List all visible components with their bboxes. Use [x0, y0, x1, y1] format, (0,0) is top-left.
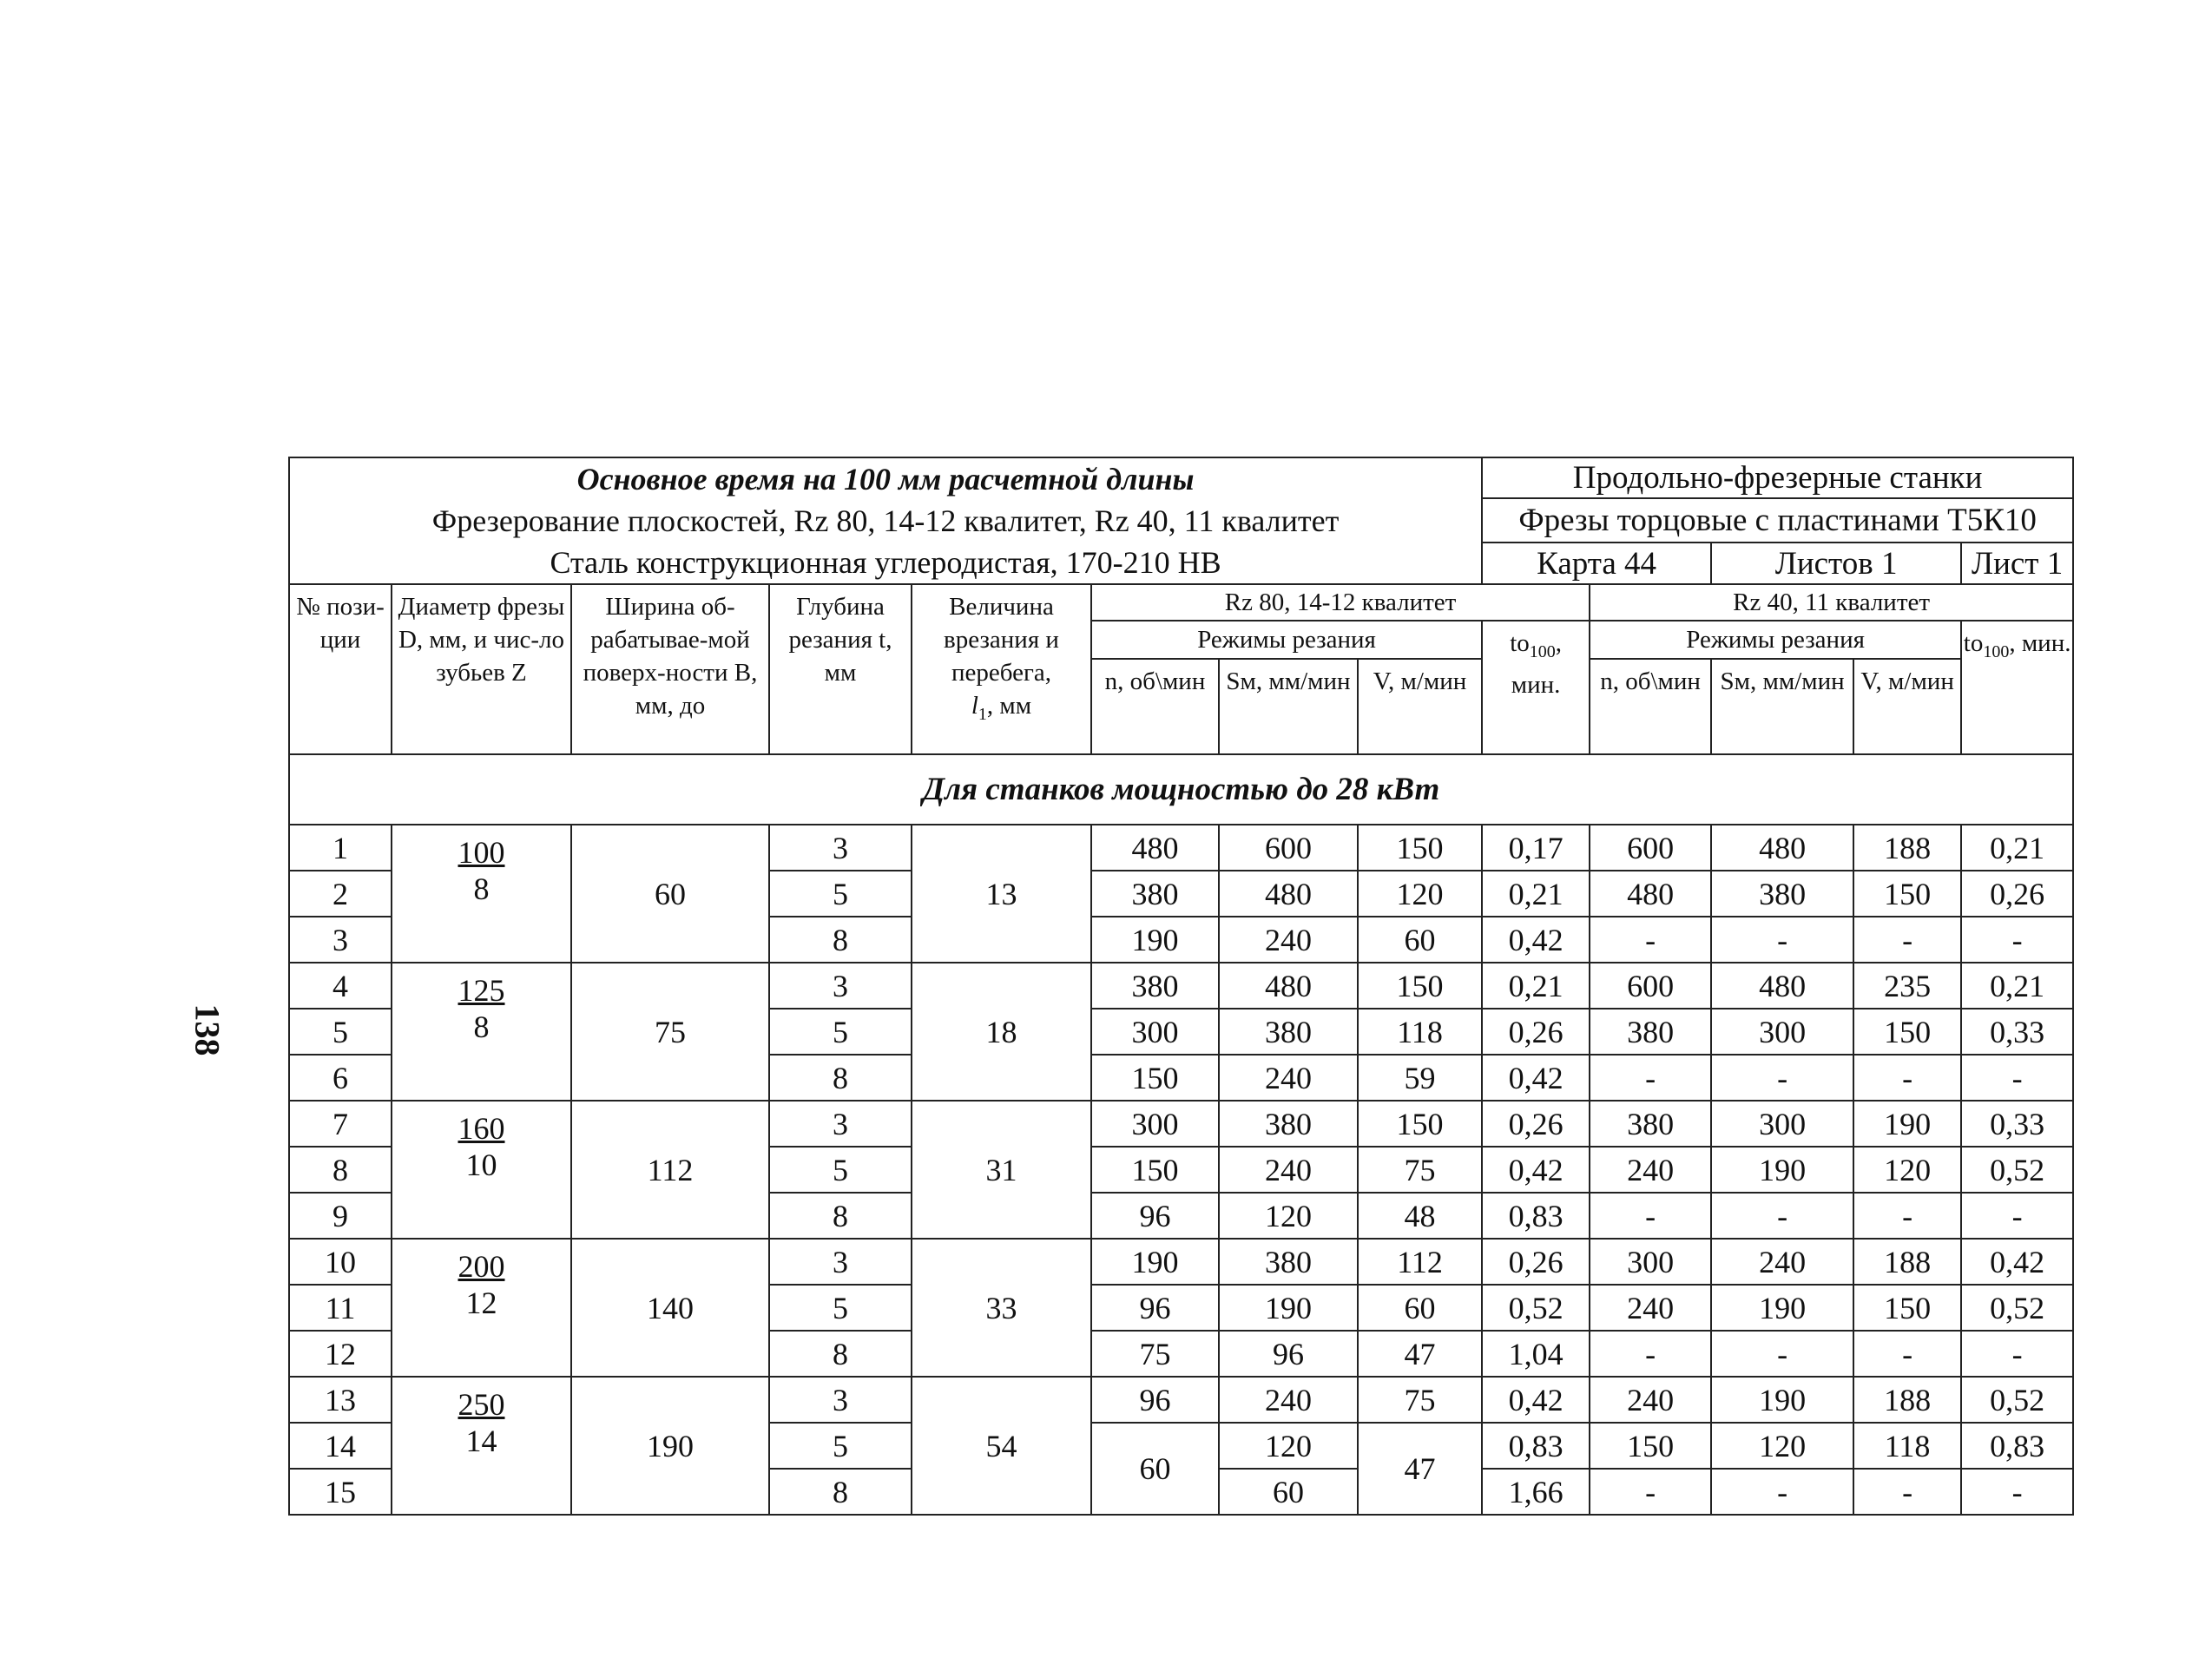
- cell-sm-rz40: 300: [1711, 1009, 1853, 1055]
- cell-overrun: 31: [912, 1101, 1091, 1239]
- cell-width: 190: [571, 1377, 769, 1515]
- cell-n-rz40: -: [1590, 1469, 1711, 1515]
- group-header-rz80: Rz 80, 14-12 квалитет: [1091, 584, 1590, 621]
- diameter-value: 100: [458, 835, 505, 870]
- col-header-overrun: Величина врезания и перебега, $l_1$, мм: [912, 584, 1091, 754]
- cell-overrun: 33: [912, 1239, 1091, 1377]
- teeth-count-value: 10: [465, 1148, 497, 1182]
- cell-v-rz80: 112: [1358, 1239, 1482, 1285]
- cell-to-rz80: 0,42: [1482, 917, 1590, 963]
- cell-n-rz80: 96: [1091, 1193, 1219, 1239]
- table-title: Основное время на 100 мм расчетной длины: [576, 462, 1195, 497]
- cell-position: 1: [289, 825, 392, 871]
- cell-sm-rz40: 240: [1711, 1239, 1853, 1285]
- col-header-width: Ширина об-рабатывае-мой поверх-ности В, мм, до: [571, 584, 769, 754]
- cell-v-rz80: 150: [1358, 1101, 1482, 1147]
- table-row: [289, 825, 2073, 871]
- cell-to-rz40: -: [1961, 1193, 2073, 1239]
- cell-n-rz40: -: [1590, 1331, 1711, 1377]
- cell-v-rz40: -: [1853, 1055, 1961, 1101]
- cell-v-rz40: -: [1853, 1331, 1961, 1377]
- cell-position: 12: [289, 1331, 392, 1377]
- diameter-value: 125: [458, 973, 505, 1008]
- cell-sm-rz40: 300: [1711, 1101, 1853, 1147]
- cell-to-rz80: 0,52: [1482, 1285, 1590, 1331]
- cell-to-rz40: 0,33: [1961, 1101, 2073, 1147]
- cell-v-rz40: 188: [1853, 1239, 1961, 1285]
- teeth-count-value: 14: [465, 1424, 497, 1458]
- teeth-count-value: 8: [473, 1009, 490, 1044]
- cell-to-rz80: 1,04: [1482, 1331, 1590, 1377]
- cell-to-rz80: 0,21: [1482, 963, 1590, 1009]
- cell-depth: 5: [769, 1009, 912, 1055]
- cell-to-rz40: 0,52: [1961, 1285, 2073, 1331]
- cell-sm-rz80: 120: [1219, 1423, 1358, 1469]
- cell-to-rz40: -: [1961, 1331, 2073, 1377]
- cell-sm-rz80: 240: [1219, 1055, 1358, 1101]
- cell-to-rz80: 1,66: [1482, 1469, 1590, 1515]
- cell-depth: 8: [769, 1055, 912, 1101]
- table-row: [289, 1239, 2073, 1285]
- col-header-to-rz40: $to_{100}$, мин.: [1961, 621, 2073, 754]
- sheet-number: Лист 1: [1961, 543, 2073, 584]
- table-row: [289, 963, 2073, 1009]
- cell-v-rz40: 235: [1853, 963, 1961, 1009]
- table-title-block: [289, 457, 1482, 584]
- cell-diameter-teeth: [392, 825, 571, 963]
- cell-v-rz40: 118: [1853, 1423, 1961, 1469]
- cell-width: 112: [571, 1101, 769, 1239]
- cell-to-rz40: 0,21: [1961, 825, 2073, 871]
- material-spec: Сталь конструкционная углеродистая, 170-210 НВ: [550, 545, 1221, 580]
- col-header-v-rz80: V, м/мин: [1358, 659, 1482, 754]
- cell-to-rz40: 0,21: [1961, 963, 2073, 1009]
- diameter-value: 160: [458, 1111, 505, 1146]
- cell-v-rz80: 59: [1358, 1055, 1482, 1101]
- cell-to-rz80: 0,26: [1482, 1101, 1590, 1147]
- cell-depth: 3: [769, 1377, 912, 1423]
- col-header-sm-rz40: Sм, мм/мин: [1711, 659, 1853, 754]
- diameter-value: 250: [458, 1387, 505, 1422]
- modes-header-rz40: Режимы резания: [1590, 621, 1961, 659]
- cell-to-rz40: -: [1961, 1055, 2073, 1101]
- cell-position: 2: [289, 871, 392, 917]
- cell-n-rz80: 300: [1091, 1101, 1219, 1147]
- cell-diameter-teeth: [392, 963, 571, 1101]
- cell-n-rz40: 240: [1590, 1285, 1711, 1331]
- cell-to-rz80: 0,21: [1482, 871, 1590, 917]
- cell-sm-rz80: 240: [1219, 1377, 1358, 1423]
- cell-sm-rz40: -: [1711, 1193, 1853, 1239]
- cell-v-rz80: 75: [1358, 1377, 1482, 1423]
- group-header-rz40: Rz 40, 11 квалитет: [1590, 584, 2073, 621]
- cell-to-rz40: 0,52: [1961, 1147, 2073, 1193]
- cell-sm-rz80: 480: [1219, 963, 1358, 1009]
- cell-n-rz40: -: [1590, 1055, 1711, 1101]
- cell-sm-rz40: -: [1711, 1331, 1853, 1377]
- cell-overrun: 54: [912, 1377, 1091, 1515]
- cell-sm-rz80: 380: [1219, 1009, 1358, 1055]
- cell-depth: 5: [769, 1147, 912, 1193]
- cell-v-rz40: 188: [1853, 825, 1961, 871]
- cell-position: 7: [289, 1101, 392, 1147]
- cell-sm-rz80: 600: [1219, 825, 1358, 871]
- cell-to-rz40: 0,52: [1961, 1377, 2073, 1423]
- cell-diameter-teeth: [392, 1377, 571, 1515]
- cell-n-rz40: -: [1590, 1193, 1711, 1239]
- cell-n-rz40: 480: [1590, 871, 1711, 917]
- cell-to-rz40: 0,83: [1961, 1423, 2073, 1469]
- cell-sm-rz40: 480: [1711, 963, 1853, 1009]
- cell-sm-rz40: 120: [1711, 1423, 1853, 1469]
- cell-to-rz40: -: [1961, 1469, 2073, 1515]
- col-header-diameter: Диаметр фрезы D, мм, и чис-ло зубьев Z: [392, 584, 571, 754]
- cell-position: 4: [289, 963, 392, 1009]
- modes-header-rz80: Режимы резания: [1091, 621, 1482, 659]
- cell-v-rz80: 60: [1358, 917, 1482, 963]
- cell-n-rz80: 380: [1091, 871, 1219, 917]
- cell-depth: 3: [769, 963, 912, 1009]
- cell-n-rz80: 380: [1091, 963, 1219, 1009]
- cell-to-rz80: 0,26: [1482, 1239, 1590, 1285]
- cell-v-rz80: 150: [1358, 963, 1482, 1009]
- col-header-position: № пози-ции: [289, 584, 392, 754]
- cell-n-rz80: 150: [1091, 1147, 1219, 1193]
- cell-v-rz80: 48: [1358, 1193, 1482, 1239]
- cell-n-rz40: 240: [1590, 1147, 1711, 1193]
- sheets-total: Листов 1: [1711, 543, 1961, 584]
- cell-v-rz80: 150: [1358, 825, 1482, 871]
- cell-depth: 8: [769, 1469, 912, 1515]
- cell-depth: 5: [769, 1423, 912, 1469]
- section-title: Для станков мощностью до 28 кВт: [289, 754, 2073, 825]
- cell-n-rz80: 75: [1091, 1331, 1219, 1377]
- cell-position: 6: [289, 1055, 392, 1101]
- cell-n-rz80: 190: [1091, 1239, 1219, 1285]
- col-header-depth: Глубина резания t, мм: [769, 584, 912, 754]
- cell-n-rz40: -: [1590, 917, 1711, 963]
- cell-to-rz80: 0,26: [1482, 1009, 1590, 1055]
- cell-sm-rz40: -: [1711, 917, 1853, 963]
- cell-to-rz40: 0,33: [1961, 1009, 2073, 1055]
- col-header-n-rz40: n, об\мин: [1590, 659, 1711, 754]
- col-header-sm-rz80: Sм, мм/мин: [1219, 659, 1358, 754]
- cell-n-rz40: 300: [1590, 1239, 1711, 1285]
- cell-v-rz40: -: [1853, 1193, 1961, 1239]
- cell-sm-rz40: 190: [1711, 1377, 1853, 1423]
- cell-n-rz80: 96: [1091, 1377, 1219, 1423]
- cell-position: 14: [289, 1423, 392, 1469]
- cell-to-rz40: -: [1961, 917, 2073, 963]
- cell-sm-rz40: 480: [1711, 825, 1853, 871]
- cell-to-rz80: 0,42: [1482, 1147, 1590, 1193]
- cell-v-rz80: 75: [1358, 1147, 1482, 1193]
- cell-depth: 8: [769, 917, 912, 963]
- col-header-n-rz80: n, об\мин: [1091, 659, 1219, 754]
- cutting-time-table: [288, 457, 2074, 1516]
- cell-sm-rz40: 190: [1711, 1285, 1853, 1331]
- cell-sm-rz80: 380: [1219, 1239, 1358, 1285]
- cell-sm-rz80: 190: [1219, 1285, 1358, 1331]
- cell-n-rz40: 150: [1590, 1423, 1711, 1469]
- page-number: 138: [188, 1003, 227, 1056]
- cell-to-rz80: 0,83: [1482, 1423, 1590, 1469]
- cell-n-rz80: 60: [1091, 1423, 1219, 1515]
- machine-type: Продольно-фрезерные станки: [1482, 457, 2073, 498]
- cell-position: 13: [289, 1377, 392, 1423]
- cell-position: 3: [289, 917, 392, 963]
- table-subtitle: Фрезерование плоскостей, Rz 80, 14-12 квалитет, Rz 40, 11 квалитет: [431, 503, 1340, 538]
- cell-n-rz80: 150: [1091, 1055, 1219, 1101]
- cell-sm-rz40: 190: [1711, 1147, 1853, 1193]
- cell-to-rz40: 0,42: [1961, 1239, 2073, 1285]
- cell-position: 8: [289, 1147, 392, 1193]
- cell-position: 5: [289, 1009, 392, 1055]
- cell-v-rz80: 47: [1358, 1331, 1482, 1377]
- cell-position: 9: [289, 1193, 392, 1239]
- cell-to-rz40: 0,26: [1961, 871, 2073, 917]
- cell-overrun: 13: [912, 825, 1091, 963]
- cell-overrun: 18: [912, 963, 1091, 1101]
- cell-diameter-teeth: [392, 1101, 571, 1239]
- cell-width: 60: [571, 825, 769, 963]
- cell-n-rz80: 96: [1091, 1285, 1219, 1331]
- table-row: [289, 1377, 2073, 1423]
- cell-to-rz80: 0,42: [1482, 1377, 1590, 1423]
- cell-v-rz80: 120: [1358, 871, 1482, 917]
- cell-diameter-teeth: [392, 1239, 571, 1377]
- cell-to-rz80: 0,42: [1482, 1055, 1590, 1101]
- cell-to-rz80: 0,17: [1482, 825, 1590, 871]
- col-header-to-rz80: $to_{100}$, мин.: [1482, 621, 1590, 754]
- table-row: [289, 1101, 2073, 1147]
- teeth-count-value: 12: [465, 1286, 497, 1320]
- cell-v-rz40: 150: [1853, 1009, 1961, 1055]
- cell-width: 75: [571, 963, 769, 1101]
- cell-sm-rz40: 380: [1711, 871, 1853, 917]
- cell-n-rz40: 600: [1590, 963, 1711, 1009]
- cell-depth: 8: [769, 1193, 912, 1239]
- cell-depth: 3: [769, 825, 912, 871]
- cell-depth: 8: [769, 1331, 912, 1377]
- cell-n-rz40: 600: [1590, 825, 1711, 871]
- cell-n-rz40: 380: [1590, 1101, 1711, 1147]
- cell-width: 140: [571, 1239, 769, 1377]
- cell-v-rz40: -: [1853, 917, 1961, 963]
- cell-v-rz80: 47: [1358, 1423, 1482, 1515]
- cell-v-rz40: 120: [1853, 1147, 1961, 1193]
- cell-sm-rz40: -: [1711, 1469, 1853, 1515]
- cell-n-rz40: 240: [1590, 1377, 1711, 1423]
- cell-sm-rz40: -: [1711, 1055, 1853, 1101]
- cell-v-rz40: -: [1853, 1469, 1961, 1515]
- cell-n-rz40: 380: [1590, 1009, 1711, 1055]
- cell-sm-rz80: 240: [1219, 917, 1358, 963]
- cell-to-rz80: 0,83: [1482, 1193, 1590, 1239]
- cell-depth: 5: [769, 1285, 912, 1331]
- cell-depth: 5: [769, 871, 912, 917]
- diameter-value: 200: [458, 1249, 505, 1284]
- teeth-count-value: 8: [473, 871, 490, 906]
- cell-sm-rz80: 480: [1219, 871, 1358, 917]
- cell-position: 15: [289, 1469, 392, 1515]
- cell-v-rz40: 150: [1853, 871, 1961, 917]
- cell-sm-rz80: 120: [1219, 1193, 1358, 1239]
- cell-sm-rz80: 60: [1219, 1469, 1358, 1515]
- cell-n-rz80: 300: [1091, 1009, 1219, 1055]
- cell-v-rz40: 190: [1853, 1101, 1961, 1147]
- cell-sm-rz80: 240: [1219, 1147, 1358, 1193]
- cell-v-rz40: 150: [1853, 1285, 1961, 1331]
- col-header-v-rz40: V, м/мин: [1853, 659, 1961, 754]
- cell-v-rz80: 60: [1358, 1285, 1482, 1331]
- cell-v-rz40: 188: [1853, 1377, 1961, 1423]
- cell-sm-rz80: 380: [1219, 1101, 1358, 1147]
- cell-position: 11: [289, 1285, 392, 1331]
- cell-depth: 3: [769, 1101, 912, 1147]
- cell-sm-rz80: 96: [1219, 1331, 1358, 1377]
- cell-n-rz80: 480: [1091, 825, 1219, 871]
- cell-n-rz80: 190: [1091, 917, 1219, 963]
- cell-position: 10: [289, 1239, 392, 1285]
- tool-type: Фрезы торцовые с пластинами Т5К10: [1482, 498, 2073, 543]
- cell-depth: 3: [769, 1239, 912, 1285]
- card-number: Карта 44: [1482, 543, 1711, 584]
- cell-v-rz80: 118: [1358, 1009, 1482, 1055]
